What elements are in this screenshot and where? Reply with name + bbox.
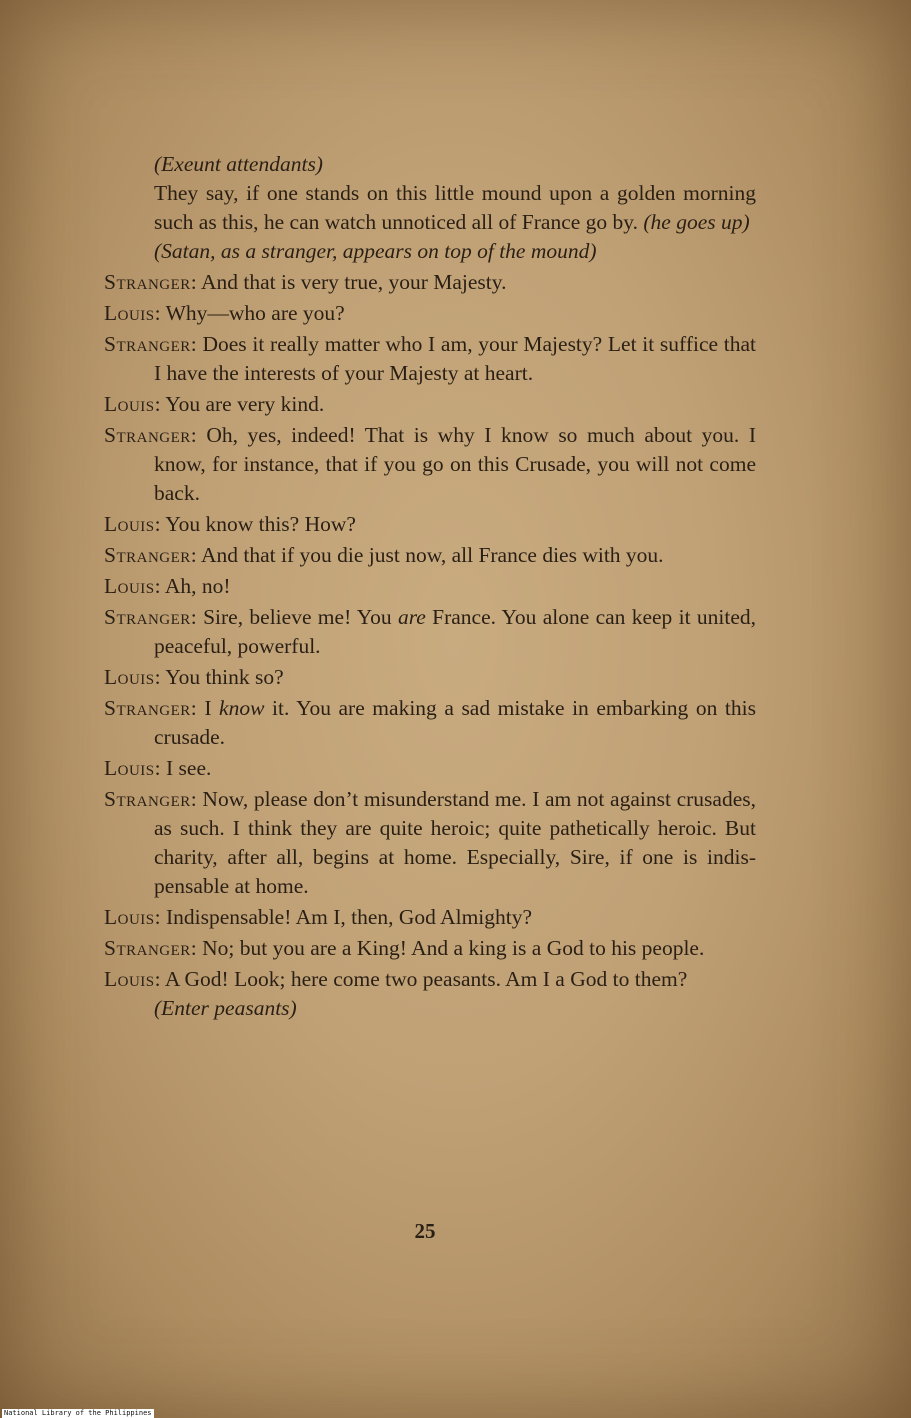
dialogue-line: Louis: You know this? How?	[104, 512, 356, 536]
line-text: Now, please don’t misunderstand me. I am not against crusades, as such. I think they are quite heroic; quite pathetically heroic. But charity, after all, begins at home. Especially, Sire, if one is indispensable at home.	[154, 787, 756, 898]
speaker-name: Stranger	[104, 787, 191, 811]
speaker-name: Stranger	[104, 423, 191, 447]
speaker-name: Louis	[104, 967, 155, 991]
line-text: Sire, believe me! You	[203, 605, 398, 629]
line-text: You know this? How?	[165, 512, 356, 536]
emphasis-text: know	[219, 696, 265, 720]
dialogue-line: Louis: Indispensable! Am I, then, God Almighty?	[104, 905, 533, 929]
stage-direction: (Enter peasants)	[154, 996, 297, 1020]
speaker-name: Stranger	[104, 270, 191, 294]
dialogue-line: Louis: I see.	[104, 756, 212, 780]
speaker-name: Stranger	[104, 696, 191, 720]
dialogue-continuation	[154, 179, 756, 237]
line-text: And that if you die just now, all France dies with you.	[200, 543, 664, 567]
line-text: I see.	[166, 756, 212, 780]
dialogue-line: Stranger: Does it really matter who I am, your Majesty? Let it suffice that I have the interests of your Majesty at heart.	[104, 332, 756, 385]
speaker-name: Louis	[104, 392, 155, 416]
line-text: Oh, yes, indeed! That is why I know so much about you. I know, for instance, that if you go on this Crusade, you will not come back.	[154, 423, 756, 505]
line-text: Ah, no!	[164, 574, 231, 598]
line-text: They say, if one stands on this little mound upon a golden morning such as this, he can watch unnoticed all of France go by.	[154, 181, 756, 234]
page-number: 25	[414, 1219, 436, 1243]
speaker-name: Louis	[104, 665, 155, 689]
dialogue-line: Louis: A God! Look; here come two peasants. Am I a God to them?	[104, 967, 688, 991]
dialogue-line: Stranger: And that is very true, your Majesty.	[104, 270, 507, 294]
line-text: Does it really matter who I am, your Majesty? Let it suffice that I have the interests of your Majesty at heart.	[154, 332, 756, 385]
speaker-name: Stranger	[104, 543, 191, 567]
emphasis-text: (he goes up)	[643, 210, 750, 234]
speaker-name: Louis	[104, 756, 155, 780]
dialogue-line: Stranger: I know it. You are making a sad mistake in embarking on this crusade.	[104, 696, 756, 749]
speaker-name: Stranger	[104, 936, 191, 960]
line-text: You think so?	[165, 665, 284, 689]
line-text: France. You alone can keep it united, peaceful, powerful.	[154, 605, 756, 658]
stage-direction: (Satan, as a stranger, appears on top of the mound)	[154, 239, 597, 263]
dialogue-line: Louis: Ah, no!	[104, 574, 231, 598]
line-text: Why—who are you?	[165, 301, 345, 325]
line-text: You are very kind.	[165, 392, 325, 416]
speaker-name: Stranger	[104, 605, 191, 629]
play-text	[104, 150, 756, 1023]
speaker-name: Louis	[104, 512, 155, 536]
line-text: And that is very true, your Majesty.	[200, 270, 507, 294]
dialogue-line: Stranger: Oh, yes, indeed! That is why I know so much about you. I know, for instance, that if you go on this Crusade, you will not come back.	[104, 423, 756, 505]
dialogue-line: Louis: Why—who are you?	[104, 301, 345, 325]
speaker-name: Louis	[104, 905, 155, 929]
stage-direction: (Exeunt attendants)	[154, 152, 323, 176]
speaker-name: Stranger	[104, 332, 191, 356]
line-text: No; but you are a King! And a king is a God to his people.	[202, 936, 705, 960]
speaker-name: Louis	[104, 301, 155, 325]
line-text: Indispensable! Am I, then, God Almighty?	[166, 905, 533, 929]
dialogue-line: Louis: You think so?	[104, 665, 284, 689]
dialogue-line: Stranger: No; but you are a King! And a king is a God to his people.	[104, 936, 705, 960]
dialogue-line: Stranger: Now, please don’t misunderstand me. I am not against crusades, as such. I think they are quite heroic; quite pathetically heroic. But charity, after all, begins at home. Especially, Sire, if one is indispensable at home.	[104, 787, 756, 898]
line-text: I	[204, 696, 220, 720]
dialogue-line: Louis: You are very kind.	[104, 392, 325, 416]
emphasis-text: are	[397, 605, 426, 629]
library-credit: National Library of the Philippines	[4, 1409, 152, 1417]
line-text: A God! Look; here come two peasants. Am I a God to them?	[164, 967, 688, 991]
line-text: it. You are making a sad mistake in embarking on this crusade.	[154, 696, 756, 749]
dialogue-line: Stranger: And that if you die just now, all France dies with you.	[104, 543, 664, 567]
speaker-name: Louis	[104, 574, 155, 598]
dialogue-line: Stranger: Sire, believe me! You are France. You alone can keep it united, peaceful, powerful.	[104, 605, 756, 658]
